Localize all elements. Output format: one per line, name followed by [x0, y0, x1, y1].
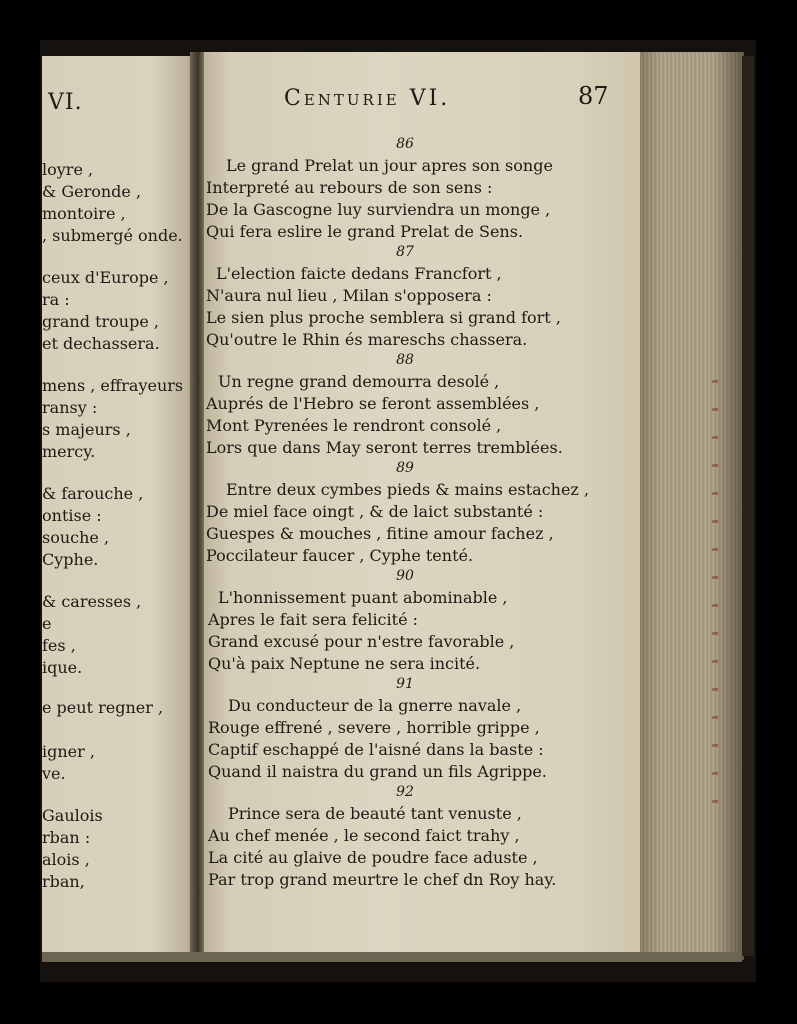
verse-line: De la Gascogne luy surviendra un monge , [206, 200, 551, 219]
quatrain-number: 89 [396, 460, 414, 476]
verse-line: Qu'outre le Rhin és mareschs chassera. [206, 330, 528, 349]
left-line: & caresses , [42, 592, 142, 611]
page-block-shade [640, 52, 744, 960]
verse-line: Rouge effrené , severe , horrible grippe , [208, 718, 540, 737]
left-page [42, 56, 198, 954]
page-title: Centurie VI. [284, 86, 451, 111]
left-line: , submergé onde. [42, 226, 183, 245]
verse-line: Lors que dans May seront terres tremblées. [206, 438, 563, 457]
verse-line: Prince sera de beauté tant venuste , [228, 804, 522, 823]
verse-line: La cité au glaive de poudre face aduste , [208, 848, 538, 867]
left-line: ra : [42, 290, 70, 309]
verse-line: De miel face oingt , & de laict substanté : [206, 502, 544, 521]
left-page-header: VI. [48, 90, 83, 115]
verse-line: Quand il naistra du grand un fils Agrippe. [208, 762, 547, 781]
left-line: s majeurs , [42, 420, 131, 439]
left-line: montoire , [42, 204, 126, 223]
left-page-text [42, 56, 198, 954]
left-line: ontise : [42, 506, 102, 525]
left-line: ve. [42, 764, 66, 783]
page-number: 87 [578, 82, 609, 110]
left-line: e [42, 614, 52, 633]
left-line: loyre , [42, 160, 94, 179]
verse-line: Captif eschappé de l'aisné dans la baste : [208, 740, 544, 759]
verse-line: Grand excusé pour n'estre favorable , [208, 632, 515, 651]
verse-line: Qui fera eslire le grand Prelat de Sens. [206, 222, 524, 241]
verse-line: L'honnissement puant abominable , [218, 588, 508, 607]
verse-line: Le grand Prelat un jour apres son songe [226, 156, 553, 175]
quatrain-number: 90 [396, 568, 414, 584]
left-line: rban : [42, 828, 91, 847]
verse-line: Auprés de l'Hebro se feront assemblées , [206, 394, 540, 413]
book-cover-edge [742, 56, 754, 956]
verse-line: Poccilateur faucer , Cyphe tenté. [206, 546, 474, 565]
verse-line: Du conducteur de la gnerre navale , [228, 696, 522, 715]
verse-line: Par trop grand meurtre le chef dn Roy hay. [208, 870, 557, 889]
left-line: & Geronde , [42, 182, 142, 201]
quatrain-number: 92 [396, 784, 414, 800]
verse-line: Un regne grand demourra desolé , [218, 372, 500, 391]
left-line: mercy. [42, 442, 96, 461]
verse-line: Mont Pyrenées le rendront consolé , [206, 416, 502, 435]
verse-line: Guespes & mouches , fitine amour fachez , [206, 524, 554, 543]
left-line: alois , [42, 850, 90, 869]
left-line: igner , [42, 742, 95, 761]
left-line: ceux d'Europe , [42, 268, 169, 287]
left-line: grand troupe , [42, 312, 159, 331]
quatrain-number: 88 [396, 352, 414, 368]
left-line: rban, [42, 872, 85, 891]
verse-line: Interpreté au rebours de son sens : [206, 178, 493, 197]
verse-line: N'aura nul lieu , Milan s'opposera : [206, 286, 492, 305]
left-line: & farouche , [42, 484, 144, 503]
verse-line: L'election faicte dedans Francfort , [216, 264, 502, 283]
verse-line: Entre deux cymbes pieds & mains estachez , [226, 480, 590, 499]
left-line: Cyphe. [42, 550, 99, 569]
verse-line: Au chef menée , le second faict trahy , [208, 826, 520, 845]
left-line: ransy : [42, 398, 98, 417]
quatrain-number: 91 [396, 676, 414, 692]
left-line: e peut regner , [42, 698, 164, 717]
verse-line: Le sien plus proche semblera si grand fort , [206, 308, 561, 327]
left-line: ique. [42, 658, 83, 677]
left-line: et dechassera. [42, 334, 160, 353]
quatrain-number: 87 [396, 244, 414, 260]
quatrain-number: 86 [396, 136, 414, 152]
book-bottom-edge [42, 952, 742, 962]
left-line: Gaulois [42, 806, 103, 825]
left-line: souche , [42, 528, 110, 547]
right-page [204, 52, 642, 954]
verse-line: Qu'à paix Neptune ne sera incité. [208, 654, 481, 673]
left-line: mens , effrayeurs [42, 376, 184, 395]
verse-line: Apres le fait sera felicité : [208, 610, 419, 629]
red-edge-marks [712, 380, 718, 820]
left-line: fes , [42, 636, 76, 655]
